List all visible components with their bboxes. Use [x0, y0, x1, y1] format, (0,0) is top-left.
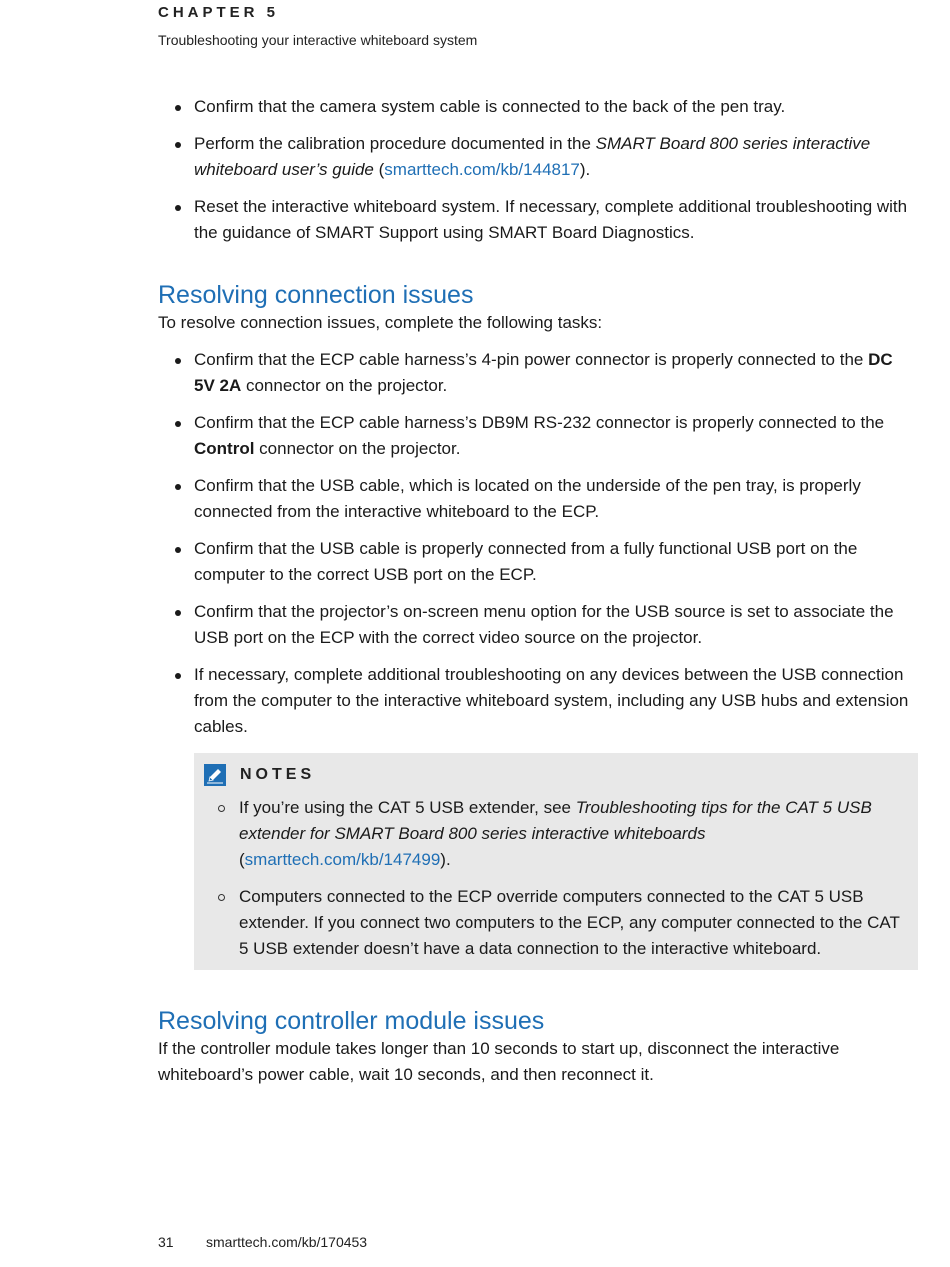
section-intro: To resolve connection issues, complete the following tasks:: [158, 313, 603, 332]
paren-close: ).: [579, 160, 591, 179]
list-item: [204, 884, 908, 962]
bullet-text: Confirm that the ECP cable harness’s DB9M RS-232 connector is properly connected to the: [194, 413, 885, 432]
bullet-text: Confirm that the ECP cable harness’s 4-pin power connector is properly connected to the: [194, 350, 869, 369]
list-item: [158, 131, 918, 183]
list-item: [158, 94, 918, 120]
notes-list: [204, 795, 908, 962]
note-text: Computers connected to the ECP override computers connected to the CAT 5 USB extender. If you connect two computers to the ECP, any computer connected to the CAT 5 USB extender doesn’t have a data connection to the interactive whiteboard.: [239, 887, 900, 958]
connector-label: Control: [194, 439, 255, 458]
paren-close: ).: [440, 850, 451, 869]
notes-box: [194, 753, 918, 970]
chapter-subtitle: Troubleshooting your interactive whiteboard system: [158, 32, 478, 48]
list-item: [158, 662, 918, 740]
list-item: [158, 473, 918, 525]
page-content: [158, 94, 918, 1088]
kb-link-144817[interactable]: smarttech.com/kb/144817: [384, 160, 580, 179]
bullet-text: connector on the projector.: [254, 439, 461, 458]
page-footer: [158, 1234, 367, 1250]
guide-title: SMART Board 800 series interactive whiteboard user’s guide: [194, 134, 871, 179]
notes-header: [204, 763, 908, 787]
list-item: [158, 194, 918, 246]
pencil-icon: [204, 764, 226, 786]
bullet-text: Confirm that the USB cable, which is located on the underside of the pen tray, is properly connected from the interactive whiteboard to the ECP.: [194, 476, 861, 521]
list-item: [158, 410, 918, 462]
list-item: [158, 599, 918, 651]
bullet-text: connector on the projector.: [241, 376, 448, 395]
bullet-text: Confirm that the camera system cable is connected to the back of the pen tray.: [194, 97, 786, 116]
bullet-text: Perform the calibration procedure documented in the: [194, 134, 596, 153]
paren-open: (: [239, 850, 245, 869]
bullet-text: Reset the interactive whiteboard system. If necessary, complete additional troubleshooting with the guidance of SMART Support using SMART Board Diagnostics.: [194, 197, 908, 242]
page-number: 31: [158, 1234, 174, 1250]
list-item: [158, 347, 918, 399]
connector-label: DC 5V 2A: [194, 350, 893, 395]
bullet-text: Confirm that the USB cable is properly connected from a fully functional USB port on the computer to the correct USB port on the ECP.: [194, 539, 858, 584]
list-item: [204, 795, 908, 873]
footer-url: smarttech.com/kb/170453: [206, 1234, 368, 1250]
note-text: If you’re using the CAT 5 USB extender, see: [239, 798, 576, 817]
paren-open: (: [373, 160, 385, 179]
list-item: [158, 536, 918, 588]
top-bullet-list: [158, 94, 918, 246]
connection-bullet-list: [158, 347, 918, 740]
kb-link-147499[interactable]: smarttech.com/kb/147499: [244, 850, 441, 869]
doc-title: Troubleshooting tips for the CAT 5 USB extender for SMART Board 800 series interactive whiteboards: [239, 798, 872, 843]
section-body: If the controller module takes longer than 10 seconds to start up, disconnect the interactive whiteboard’s power cable, wait 10 seconds, and then reconnect it.: [158, 1039, 840, 1084]
bullet-text: If necessary, complete additional troubleshooting on any devices between the USB connection from the computer to the interactive whiteboard system, including any USB hubs and extension cables.: [194, 665, 909, 736]
section-title-connection: Resolving connection issues: [158, 281, 474, 309]
section-title-controller: Resolving controller module issues: [158, 1007, 545, 1035]
notes-title: NOTES: [240, 766, 316, 783]
bullet-text: Confirm that the projector’s on-screen menu option for the USB source is set to associate the USB port on the ECP with the correct video source on the projector.: [194, 602, 894, 647]
chapter-label: CHAPTER 5: [158, 4, 280, 21]
